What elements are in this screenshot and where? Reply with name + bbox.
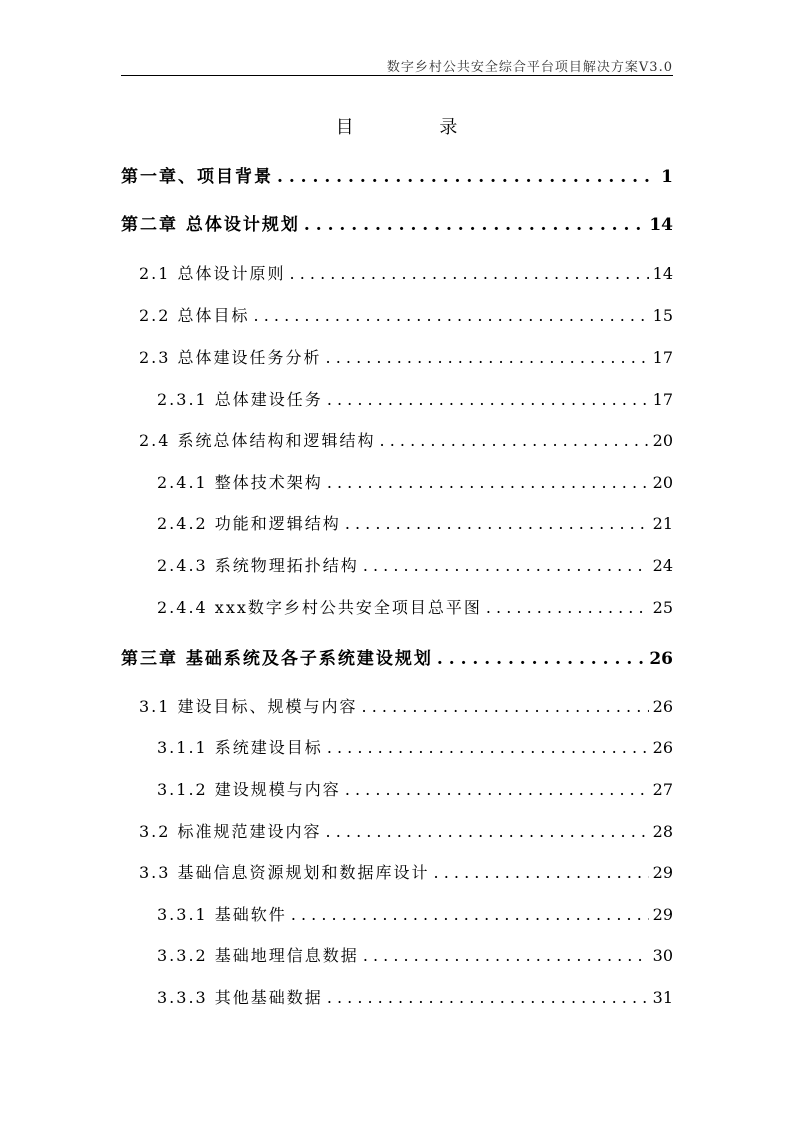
toc-entry-label: 3.3.3 其他基础数据 [157,988,323,1007]
toc-entry[interactable] [121,210,673,240]
toc-entry[interactable] [121,943,673,973]
toc-entry-page-number: 14 [652,264,673,283]
toc-entry-page-number: 20 [652,473,673,492]
toc-leader-dots [290,264,649,283]
toc-entry-label: 3.3.2 基础地理信息数据 [157,946,359,965]
toc-entry-label: 2.4.2 功能和逻辑结构 [157,514,341,533]
toc-title: 目 录 [335,117,498,138]
toc-entry[interactable] [121,303,673,333]
toc-leader-dots [327,988,649,1007]
toc-leader-dots [345,514,649,533]
page-header: 数字乡村公共安全综合平台项目解决方案V3.0 [386,60,673,75]
toc-entry[interactable] [121,162,673,192]
toc-entry-page-number: 26 [652,738,673,757]
toc-entry-page-number: 29 [652,905,673,924]
toc-leader-dots [254,306,649,325]
toc-leader-dots [327,473,649,492]
toc-entry-label: 2.2 总体目标 [139,306,250,325]
toc-entry-label: 2.1 总体设计原则 [139,264,286,283]
toc-leader-dots [277,167,657,187]
toc-entry-label: 第三章 基础系统及各子系统建设规划 [121,649,433,669]
toc-leader-dots [327,390,649,409]
toc-entry-label: 3.3 基础信息资源规划和数据库设计 [139,863,430,882]
toc-entry[interactable] [121,819,673,849]
toc-entry-page-number: 30 [652,946,673,965]
toc-entry-label: 第二章 总体设计规划 [121,215,300,235]
toc-entry-page-number: 28 [652,822,673,841]
toc-entry-label: 3.2 标准规范建设内容 [139,822,322,841]
toc-entry-page-number: 1 [661,167,673,187]
toc-entry-label: 2.3 总体建设任务分析 [139,348,322,367]
toc-entry-label: 3.1.2 建设规模与内容 [157,780,341,799]
toc-entry[interactable] [121,511,673,541]
toc-leader-dots [363,556,649,575]
toc-entry-label: 第一章、项目背景 [121,167,273,187]
toc-entry[interactable] [121,985,673,1015]
toc-entry-page-number: 20 [652,431,673,450]
toc-entry-label: 2.4.1 整体技术架构 [157,473,323,492]
toc-entry-page-number: 26 [649,649,673,669]
toc-entry-page-number: 14 [649,215,673,235]
toc-entry-page-number: 17 [652,390,673,409]
toc-entry[interactable] [121,902,673,932]
toc-entry-label: 3.1.1 系统建设目标 [157,738,323,757]
toc-leader-dots [434,863,649,882]
toc-entry-page-number: 27 [652,780,673,799]
toc-entry-label: 3.1 建设目标、规模与内容 [139,697,358,716]
toc-entry-label: 2.4.4 xxx数字乡村公共安全项目总平图 [157,598,482,617]
toc-entry[interactable] [121,777,673,807]
toc-entry[interactable] [121,261,673,291]
toc-leader-dots [291,905,649,924]
toc-entry-page-number: 31 [652,988,673,1007]
toc-entry[interactable] [121,553,673,583]
toc-entry[interactable] [121,694,673,724]
toc-leader-dots [380,431,649,450]
header-divider [121,75,673,76]
toc-entry-page-number: 24 [652,556,673,575]
toc-entry[interactable] [121,860,673,890]
toc-entry[interactable] [121,735,673,765]
toc-entry-page-number: 17 [652,348,673,367]
toc-leader-dots [326,822,649,841]
toc-leader-dots [363,946,649,965]
toc-entry-page-number: 15 [652,306,673,325]
toc-entry-label: 3.3.1 基础软件 [157,905,287,924]
toc-entry[interactable] [121,470,673,500]
toc-entry-label: 2.4 系统总体结构和逻辑结构 [139,431,376,450]
toc-entry-page-number: 26 [652,697,673,716]
toc-entry-label: 2.3.1 总体建设任务 [157,390,323,409]
toc-leader-dots [326,348,649,367]
toc-leader-dots [304,215,645,235]
toc-leader-dots [345,780,649,799]
toc-entry-label: 2.4.3 系统物理拓扑结构 [157,556,359,575]
toc-entry[interactable] [121,428,673,458]
toc-entry-page-number: 25 [652,598,673,617]
toc-entry[interactable] [121,644,673,674]
toc-entry-page-number: 21 [652,514,673,533]
toc-entry[interactable] [121,387,673,417]
toc-leader-dots [327,738,649,757]
toc-entry[interactable] [121,595,673,625]
toc-entry[interactable] [121,345,673,375]
toc-entry-page-number: 29 [652,863,673,882]
toc-leader-dots [486,598,649,617]
toc-leader-dots [437,649,645,669]
toc-leader-dots [362,697,649,716]
